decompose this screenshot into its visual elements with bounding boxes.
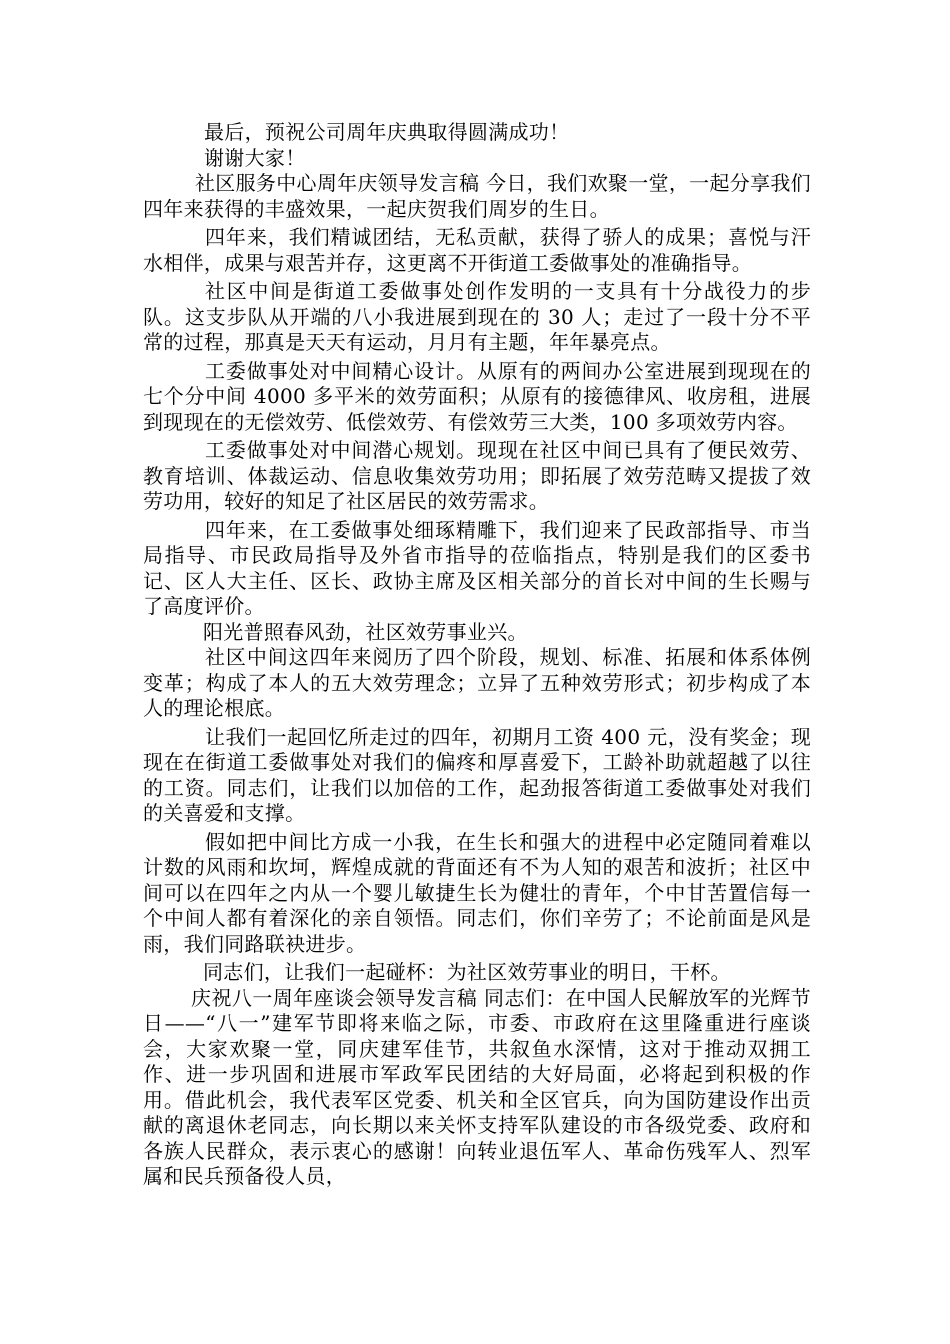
paragraph-closing-wish: 最后，预祝公司周年庆典取得圆满成功！ bbox=[204, 120, 570, 144]
paragraph-planning: 工委做事处对中间潜心规划。现现在社区中间已具有了便民效劳、教育培训、体裁运动、信息收集效劳功用；即拓展了效劳范畴又提拔了效劳功用，较好的知足了社区居民的效劳需求。 bbox=[143, 438, 811, 513]
paragraph-leadership-visits: 四年来，在工委做事处细琢精雕下，我们迎来了民政部指导、市当局指导、市民政局指导及外省市指导的莅临指点，特别是我们的区委书记、区人大主任、区长、政协主席及区相关部分的首长对中间的生长赐与了高度评价。 bbox=[143, 517, 811, 618]
document-body bbox=[143, 120, 811, 1190]
paragraph-sunshine: 阳光普照春风劲，社区效劳事业兴。 bbox=[203, 619, 528, 644]
paragraph-four-stages: 社区中间这四年来阅历了四个阶段，规划、标准、拓展和体系体例变革；构成了本人的五大效劳理念；立异了五种效劳形式；初步构成了本人的理论根底。 bbox=[143, 645, 811, 720]
paragraph-team: 社区中间是街道工委做事处创作发明的一支具有十分战役力的步队。这支步队从开端的八小我进展到现在的 30 人；走过了一段十分不平常的过程，那真是天天有运动，月月有主题，年年暴亮点。 bbox=[143, 279, 811, 354]
paragraph-toast: 同志们，让我们一起碰杯：为社区效劳事业的明日，干杯。 bbox=[203, 960, 731, 984]
paragraph-metaphor: 假如把中间比方成一小我，在生长和强大的进程中必定随同着难以计数的风雨和坎坷，辉煌成就的背面还有不为人知的艰苦和波折；社区中间可以在四年之内从一个婴儿敏捷生长为健壮的青年，个中甘苦置信每一个中间人都有着深化的亲自领悟。同志们，你们辛劳了；不论前面是风是雨，我们同路联袂进步。 bbox=[143, 829, 811, 956]
paragraph-recall: 让我们一起回忆所走过的四年，初期月工资 400 元，没有奖金；现现在在街道工委做事处对我们的偏疼和厚喜爱下，工龄补助就超越了以往的工资。同志们，让我们以加倍的工作，起劲报答街道工委做事处对我们的关喜爱和支撑。 bbox=[143, 724, 811, 825]
paragraph-thanks: 谢谢大家！ bbox=[204, 145, 306, 170]
paragraph-four-years: 四年来，我们精诚团结，无私贡献，获得了骄人的成果；喜悦与汗水相伴，成果与艰苦并存，这更离不开街道工委做事处的准确指导。 bbox=[143, 225, 811, 275]
paragraph-community-speech-intro: 社区服务中心周年庆领导发言稿 今日，我们欢聚一堂，一起分享我们四年来获得的丰盛效果，一起庆贺我们周岁的生日。 bbox=[143, 171, 811, 221]
paragraph-design: 工委做事处对中间精心设计。从原有的两间办公室进展到现现在的七个分中间 4000 多平米的效劳面积；从原有的接德律风、收房租，进展到现现在的无偿效劳、低偿效劳、有偿效劳三大类，100 多项效劳内容。 bbox=[143, 358, 811, 434]
paragraph-bayi-speech: 庆祝八一周年座谈会领导发言稿 同志们：在中国人民解放军的光辉节日——“八一”建军节即将来临之际，市委、市政府在这里隆重进行座谈会，大家欢聚一堂，同庆建军佳节，共叙鱼水深情，这对于推动双拥工作、进一步巩固和进展市军政军民团结的大好局面，必将起到积极的作用。借此机会，我代表军区党委、机关和全区官兵，向为国防建设作出贡献的离退休老同志，向长期以来关怀支持军队建设的市各级党委、政府和各族人民群众，表示衷心的感谢！向转业退伍军人、革命伤残军人、烈军属和民兵预备役人员， bbox=[143, 985, 811, 1188]
